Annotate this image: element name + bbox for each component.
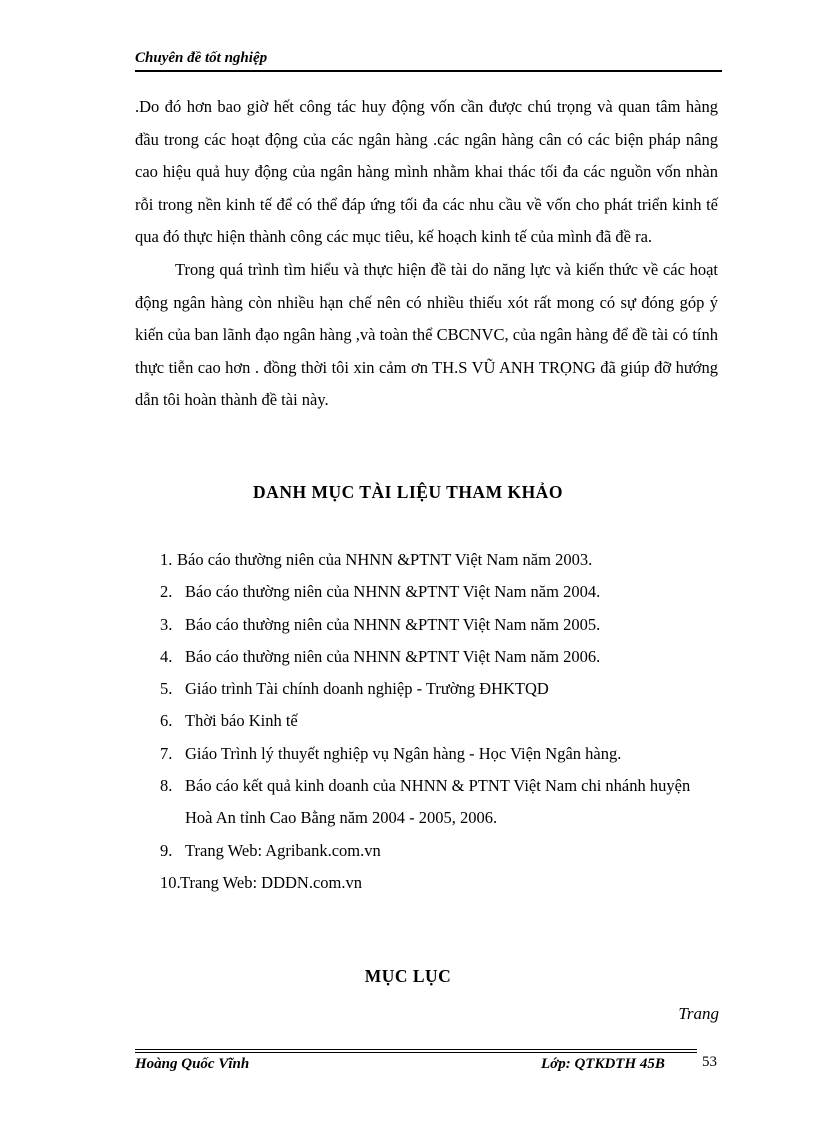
paragraph-1: .Do đó hơn bao giờ hết công tác huy động vốn cần được chú trọng và quan tâm hàng đầu trong các hoạt động của các ngân hàng .các ngân hàng cân có các biện pháp nâng cao hiệu quả huy động của ngân hàng mình nhằm khai thác tối đa các nguồn vốn nhàn rỗi trong nền kinh tế để có thể đáp ứng tối đa các nhu cầu về vốn cho phát triển kinh tế qua đó thực hiện thành công các mục tiêu, kế hoạch kinh tế của mình đã đề ra.	[135, 97, 718, 247]
body-text	[135, 91, 718, 417]
reference-item-4	[160, 641, 720, 673]
reference-number: 7.	[160, 743, 173, 763]
reference-text: Báo cáo kết quả kinh doanh của NHNN & PTNT Việt Nam chi nhánh huyện Hoà An tỉnh Cao Bằng năm 2004 - 2005, 2006.	[185, 776, 691, 828]
reference-number: 2.	[160, 582, 173, 602]
footer-author: Hoàng Quốc Vĩnh	[135, 1056, 250, 1072]
reference-item-1	[160, 544, 720, 576]
reference-item-10	[160, 867, 720, 899]
page-header	[135, 48, 722, 68]
reference-number: 9.	[160, 840, 173, 860]
reference-item-3	[160, 609, 720, 641]
reference-item-9	[160, 835, 720, 867]
header-title: Chuyên đề tốt nghiệp	[135, 50, 268, 66]
reference-item-2	[160, 576, 720, 608]
reference-text: Báo cáo thường niên của NHNN &PTNT Việt Nam năm 2003.	[177, 550, 593, 569]
header-rule	[135, 70, 722, 72]
reference-item-7	[160, 738, 720, 770]
reference-text: Trang Web: DDDN.com.vn	[180, 872, 362, 892]
table-of-contents-title: MỤC LỤC	[364, 966, 452, 986]
reference-text: Báo cáo thường niên của NHNN &PTNT Việt Nam năm 2006.	[185, 646, 601, 666]
reference-number: 1.	[160, 550, 173, 569]
page-number: 53	[702, 1054, 717, 1070]
reference-item-6	[160, 705, 720, 737]
reference-text: Thời báo Kinh tế	[185, 711, 298, 731]
reference-text: Báo cáo thường niên của NHNN &PTNT Việt Nam năm 2004.	[185, 582, 601, 602]
references-list	[160, 544, 720, 899]
reference-item-5	[160, 673, 720, 705]
reference-text: Trang Web: Agribank.com.vn	[185, 840, 381, 860]
footer-rule	[135, 1052, 697, 1053]
reference-text: Giáo trình Tài chính doanh nghiệp - Trường ĐHKTQD	[185, 679, 549, 699]
reference-item-8	[160, 770, 720, 835]
reference-number: 5.	[160, 679, 173, 699]
reference-text: Giáo Trình lý thuyết nghiệp vụ Ngân hàng - Học Viện Ngân hàng.	[185, 743, 622, 763]
reference-number: 8.	[160, 776, 173, 796]
reference-number: 6.	[160, 711, 173, 731]
footer-class: Lớp: QTKDTH 45B	[541, 1056, 665, 1072]
reference-number: 4.	[160, 646, 173, 666]
reference-text: Báo cáo thường niên của NHNN &PTNT Việt Nam năm 2005.	[185, 614, 601, 634]
reference-number: 10.	[160, 872, 181, 892]
paragraph-2: Trong quá trình tìm hiểu và thực hiện đề tài do năng lực và kiến thức về các hoạt động ngân hàng còn nhiều hạn chế nên có nhiều thiếu xót rất mong có sự đóng góp ý kiến của ban lãnh đạo ngân hàng ,và toàn thể CBCNVC, của ngân hàng để đề tài có tính thực tiễn cao hơn . đồng thời tôi xin cảm ơn TH.S VŨ ANH TRỌNG đã giúp đỡ hướng dẫn tôi hoàn thành đề tài này.	[135, 259, 718, 410]
references-title: DANH MỤC TÀI LIỆU THAM KHẢO	[253, 482, 563, 502]
footer-rule	[135, 1049, 697, 1050]
reference-number: 3.	[160, 614, 173, 634]
toc-page-label: Trang	[678, 1004, 719, 1023]
